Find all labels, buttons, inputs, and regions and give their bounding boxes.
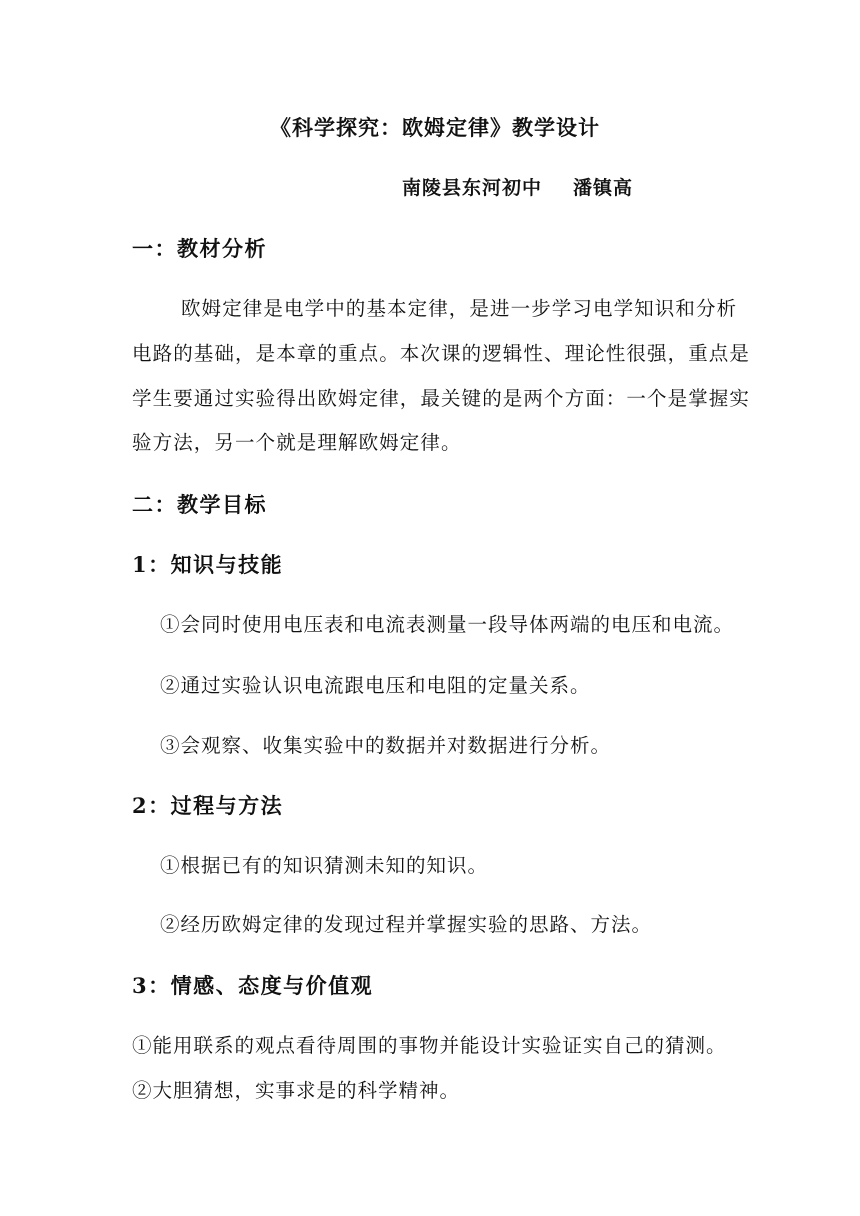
list-item: ③会观察、收集实验中的数据并对数据进行分析。	[160, 734, 612, 757]
list-item: ①会同时使用电压表和电流表测量一段导体两端的电压和电流。	[160, 613, 735, 636]
author-name: 潘镇高	[573, 177, 634, 199]
paragraph-line: 学生要通过实验得出欧姆定律，最关键的是两个方面：一个是掌握实	[132, 387, 751, 410]
list-item: ①能用联系的观点看待周围的事物并能设计实验证实自己的猜测。	[132, 1034, 727, 1057]
paragraph-line: 电路的基础，是本章的重点。本次课的逻辑性、理论性很强，重点是	[132, 342, 751, 365]
list-item: ②经历欧姆定律的发现过程并掌握实验的思路、方法。	[160, 913, 653, 936]
subsection-heading-process-methods: 2：过程与方法	[132, 793, 284, 818]
section-heading-textbook-analysis: 一：教材分析	[132, 236, 267, 261]
author-school: 南陵县东河初中	[402, 177, 543, 199]
document-title: 《科学探究：欧姆定律》教学设计	[270, 115, 600, 140]
section-heading-teaching-objectives: 二：教学目标	[132, 492, 267, 517]
list-item: ②通过实验认识电流跟电压和电阻的定量关系。	[160, 674, 591, 697]
paragraph-line: 欧姆定律是电学中的基本定律，是进一步学习电学知识和分析	[181, 297, 738, 320]
subsection-heading-knowledge-skills: 1：知识与技能	[132, 552, 284, 577]
list-item: ②大胆猜想，实事求是的科学精神。	[132, 1079, 461, 1102]
list-item: ①根据已有的知识猜测未知的知识。	[160, 854, 489, 877]
subsection-heading-emotions-values: 3：情感、态度与价值观	[132, 973, 374, 998]
paragraph-line: 验方法，另一个就是理解欧姆定律。	[132, 431, 462, 454]
